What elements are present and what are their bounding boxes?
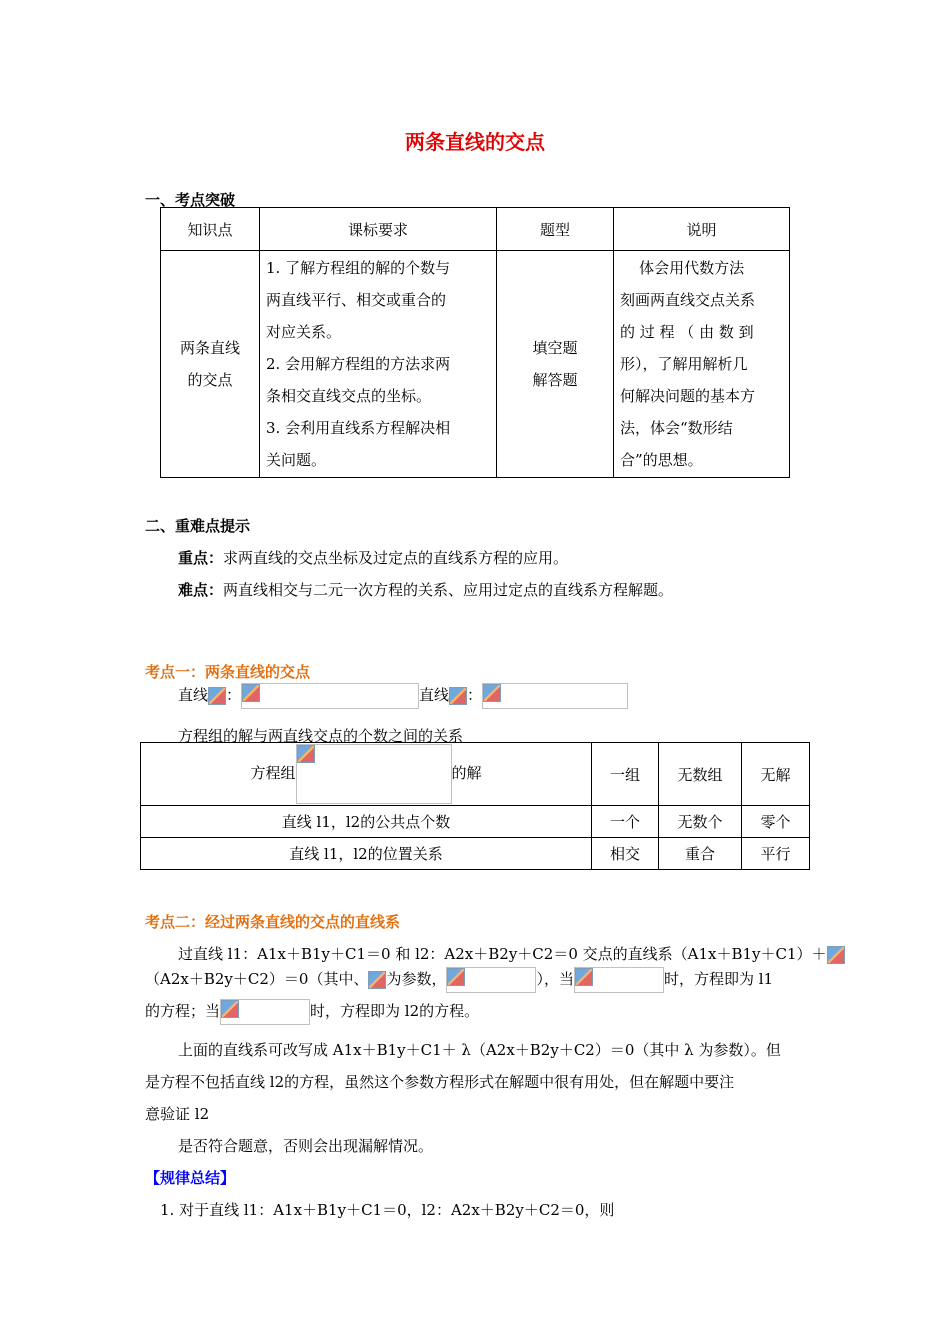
image-placeholder-icon — [447, 968, 465, 986]
difficult-text: 两直线相交与二元一次方程的关系、应用过定点的直线系方程解题。 — [223, 581, 674, 599]
cell-line: 填空题 — [532, 339, 578, 357]
summary-heading: 【规律总结】 — [145, 1169, 236, 1187]
relation-table — [140, 742, 810, 870]
point2-heading: 考点二：经过两条直线的交点的直线系 — [145, 913, 401, 931]
row-label: 直线 l1，l2的位置关系 — [141, 838, 592, 870]
table-header: 无解 — [742, 743, 810, 806]
relation-intro: 方程组的解与两直线交点的个数之间的关系 — [178, 727, 464, 745]
text: 过直线 l1：A1x＋B1y＋C1＝0 和 l2：A2x＋B2y＋C2＝0 交点的直线系（A1x＋B1y＋C1）＋ — [178, 945, 827, 963]
cell-line: 对应关系。 — [266, 323, 342, 341]
type-cell — [497, 251, 614, 478]
image-placeholder-icon — [368, 971, 386, 989]
image-placeholder-icon — [242, 684, 260, 702]
eq-label: 方程组 — [250, 764, 296, 782]
table-header: 无数组 — [659, 743, 742, 806]
table-header: 题型 — [497, 208, 614, 251]
table-cell: 一个 — [592, 806, 659, 838]
text: 的方程；当 — [145, 1002, 221, 1020]
table-header: 知识点 — [161, 208, 260, 251]
cell-line: 体会用代数方法 — [620, 259, 745, 277]
difficult-label: 难点： — [178, 581, 224, 599]
image-placeholder-icon — [297, 745, 315, 763]
line-label: 直线 — [178, 686, 209, 704]
text: 为参数， — [386, 970, 447, 988]
page-title: 两条直线的交点 — [405, 130, 545, 154]
paragraph-line: 意验证 l2 — [145, 1105, 210, 1123]
table-header: 一组 — [592, 743, 659, 806]
formula-box — [220, 999, 310, 1025]
text: ），当 — [536, 970, 574, 988]
table-header: 说明 — [614, 208, 790, 251]
text: 时，方程即为 l1 — [663, 970, 774, 988]
text: （A2x＋B2y＋C2）＝0（其中、 — [145, 970, 369, 988]
knowledge-table — [160, 207, 790, 478]
table-cell: 无数个 — [659, 806, 742, 838]
cell-line: 两条直线 — [179, 339, 240, 357]
section1-heading: 一、考点突破 — [145, 191, 236, 209]
table-header: 课标要求 — [260, 208, 497, 251]
image-placeholder-icon — [483, 684, 501, 702]
table-cell: 平行 — [742, 838, 810, 870]
image-placeholder-icon — [449, 687, 467, 705]
equation-header — [141, 743, 592, 806]
image-placeholder-icon — [827, 946, 845, 964]
equation-box — [296, 744, 452, 804]
cell-line: 形），了解用解析几 — [620, 355, 748, 373]
formula-box — [482, 683, 628, 709]
cell-line: 关问题。 — [266, 451, 327, 469]
difficult-point — [178, 579, 673, 600]
cell-line: 2. 会用解方程组的方法求两 — [266, 355, 451, 373]
cell-line: 合”的思想。 — [620, 451, 703, 469]
line-definitions — [178, 683, 628, 709]
paragraph-line: 是否符合题意，否则会出现漏解情况。 — [178, 1137, 434, 1155]
paragraph-line: 是方程不包括直线 l2的方程，虽然这个参数方程形式在解题中很有用处，但在解题中要注 — [145, 1073, 735, 1091]
paragraph-line — [145, 967, 773, 993]
cell-line: 的 过 程 （ 由 数 到 — [620, 323, 754, 341]
formula-box — [241, 683, 419, 709]
formula-box — [446, 967, 536, 993]
cell-line: 条相交直线交点的坐标。 — [266, 387, 432, 405]
text: 时，方程即为 l2的方程。 — [310, 1002, 480, 1020]
image-placeholder-icon — [221, 1000, 239, 1018]
formula-box — [574, 967, 664, 993]
eq-label: 的解 — [451, 764, 482, 782]
table-cell: 相交 — [592, 838, 659, 870]
image-placeholder-icon — [575, 968, 593, 986]
note-cell — [614, 251, 790, 478]
cell-line: 解答题 — [532, 371, 578, 389]
cell-line: 3. 会利用直线系方程解决相 — [266, 419, 451, 437]
key-point — [178, 547, 568, 568]
table-cell: 重合 — [659, 838, 742, 870]
point1-heading: 考点一：两条直线的交点 — [145, 663, 311, 681]
requirement-cell — [260, 251, 497, 478]
key-text: 求两直线的交点坐标及过定点的直线系方程的应用。 — [223, 549, 569, 567]
cell-line: 1. 了解方程组的解的个数与 — [266, 259, 451, 277]
cell-line: 刻画两直线交点关系 — [620, 291, 756, 309]
knowledge-cell — [161, 251, 260, 478]
paragraph-line: 上面的直线系可改写成 A1x＋B1y＋C1＋ λ（A2x＋B2y＋C2）＝0（其中 λ 为参数）。但 — [178, 1041, 781, 1059]
key-label: 重点： — [178, 549, 224, 567]
colon: ： — [467, 686, 483, 704]
cell-line: 法，体会“数形结 — [620, 419, 733, 437]
paragraph-line — [178, 943, 845, 964]
row-label: 直线 l1，l2的公共点个数 — [141, 806, 592, 838]
table-cell: 零个 — [742, 806, 810, 838]
colon: ： — [226, 686, 242, 704]
line-label: 直线 — [419, 686, 450, 704]
summary-item: 1. 对于直线 l1：A1x＋B1y＋C1＝0，l2：A2x＋B2y＋C2＝0，则 — [160, 1201, 615, 1219]
cell-line: 何解决问题的基本方 — [620, 387, 756, 405]
cell-line: 的交点 — [187, 371, 233, 389]
cell-line: 两直线平行、相交或重合的 — [266, 291, 447, 309]
section2-heading: 二、重难点提示 — [145, 517, 251, 535]
image-placeholder-icon — [208, 687, 226, 705]
paragraph-line — [145, 999, 479, 1025]
